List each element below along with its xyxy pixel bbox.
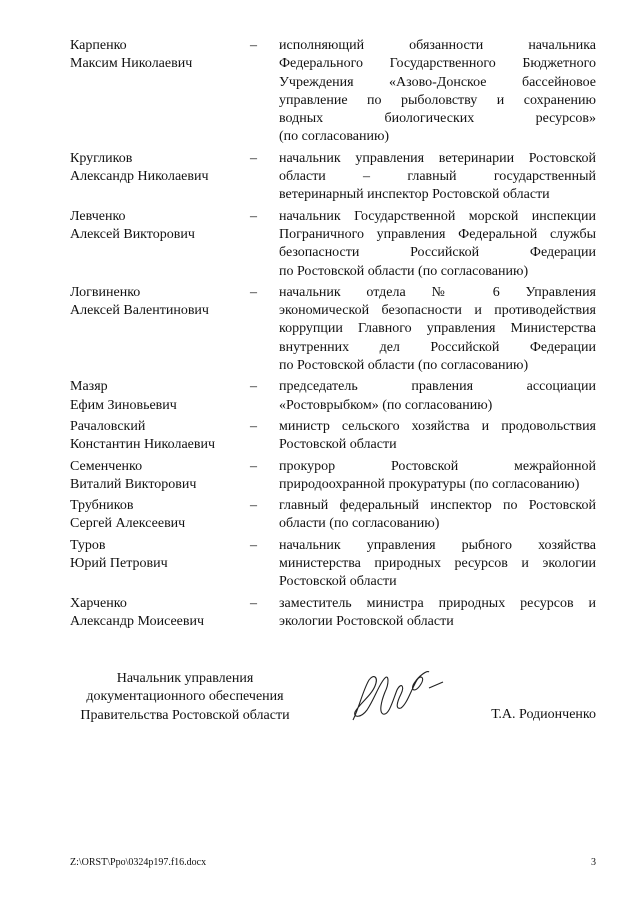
member-role-line: исполняющий обязанности начальника [279,38,596,53]
member-role-line: председатель правления ассоциации [279,379,596,395]
member-row [70,458,596,495]
member-role-line: Ростовской области [279,574,397,590]
member-row [70,537,596,592]
member-given-names: Александр Моисеевич [70,613,205,629]
separator-dash: – [250,379,257,395]
member-role-line: начальник отдела № 6 Управления [279,284,596,300]
member-role-line: министр сельского хозяйства и продовольствия [279,418,596,434]
member-role [279,378,596,415]
member-role [279,37,596,147]
member-role-line: «Ростоврыбком» (по согласованию) [279,397,493,413]
separator-dash: – [250,150,257,166]
member-role [279,458,596,495]
member-row [70,150,596,205]
separator-dash: – [250,458,257,474]
member-role-line: внутренних дел Российской Федерации [279,339,596,355]
separator-dash: – [250,38,257,53]
member-role-line: водных биологических ресурсов» [279,111,596,127]
member-role-line: Пограничного управления Федеральной службы [279,226,596,242]
member-name [70,595,250,632]
member-role-line: области – главный государственный [279,169,596,185]
member-given-names: Ефим Зиновьевич [70,397,177,413]
member-name [70,378,250,415]
member-surname: Кругликов [70,150,133,166]
member-given-names: Виталий Викторович [70,476,197,492]
member-role-line: области (по согласованию) [279,516,440,532]
member-surname: Левченко [70,208,126,224]
member-role-line: начальник Государственной морской инспекции [279,208,596,224]
member-role [279,208,596,281]
member-name [70,497,250,534]
member-given-names: Константин Николаевич [70,437,216,453]
member-name [70,284,250,375]
member-role-line: природоохранной прокуратуры (по согласованию) [279,476,580,492]
member-surname: Мазяр [70,379,108,395]
member-role-line: экологии Ростовской области [279,613,454,629]
member-role-line: экономической безопасности и противодействия [279,303,596,319]
member-role-line: начальник управления рыбного хозяйства [279,537,596,553]
member-role-line: (по согласованию) [279,129,390,145]
member-given-names: Юрий Петрович [70,556,168,572]
file-path: Z:\ORST\Ppo\0324p197.f16.docx [70,857,207,868]
member-role-line: по Ростовской области (по согласованию) [279,263,529,279]
member-role [279,284,596,375]
member-role-line: ветеринарный инспектор Ростовской области [279,187,550,203]
member-name [70,37,250,147]
signer-position-line: документационного обеспечения [86,689,284,705]
member-surname: Харченко [70,595,127,611]
member-row [70,378,596,415]
member-role-line: прокурор Ростовской межрайонной [279,458,596,474]
member-row [70,418,596,455]
member-role [279,537,596,592]
separator-dash: – [250,284,257,300]
member-name [70,150,250,205]
signer-position [70,670,300,725]
member-surname: Трубников [70,498,134,514]
member-role-line: министерства природных ресурсов и экологии [279,556,596,572]
member-role [279,418,596,455]
separator-dash: – [250,595,257,611]
separator-dash: – [250,498,257,514]
member-given-names: Алексей Валентинович [70,303,209,319]
member-role-line: главный федеральный инспектор по Ростовской [279,498,596,514]
signer-position-line: Правительства Ростовской области [80,707,290,723]
member-role-line: начальник управления ветеринарии Ростовской [279,150,596,166]
member-surname: Рачаловский [70,418,146,434]
member-row [70,595,596,632]
member-given-names: Алексей Викторович [70,226,195,242]
member-row [70,497,596,534]
signer-position-line: Начальник управления [116,671,254,686]
member-surname: Туров [70,537,106,553]
member-name [70,208,250,281]
member-role-line: Федерального Государственного Бюджетного [279,56,596,72]
member-role-line: коррупции Главного управления Министерства [279,321,596,337]
member-row [70,284,596,375]
member-name [70,418,250,455]
member-surname: Семенченко [70,458,143,474]
page-number: 3 [591,857,596,868]
member-role [279,497,596,534]
member-name [70,458,250,495]
separator-dash: – [250,537,257,553]
separator-dash: – [250,418,257,434]
member-given-names: Александр Николаевич [70,169,209,185]
member-role-line: заместитель министра природных ресурсов и [279,595,596,611]
member-row [70,208,596,281]
member-role-line: Ростовской области [279,437,397,453]
member-role [279,150,596,205]
member-surname: Карпенко [70,38,127,53]
member-role-line: по Ростовской области (по согласованию) [279,358,529,374]
member-role [279,595,596,632]
members-list [70,37,596,631]
member-role-line: безопасности Российской Федерации [279,245,596,261]
member-name [70,537,250,592]
member-surname: Логвиненко [70,284,141,300]
member-row [70,37,596,147]
member-given-names: Сергей Алексеевич [70,516,186,532]
handwritten-signature [345,660,455,730]
member-role-line: управление по рыболовству и сохранению [279,92,596,108]
separator-dash: – [250,208,257,224]
member-role-line: Учреждения «Азово-Донское бассейновое [279,74,596,90]
signer-name: Т.А. Родионченко [491,707,596,722]
member-given-names: Максим Николаевич [70,56,193,72]
